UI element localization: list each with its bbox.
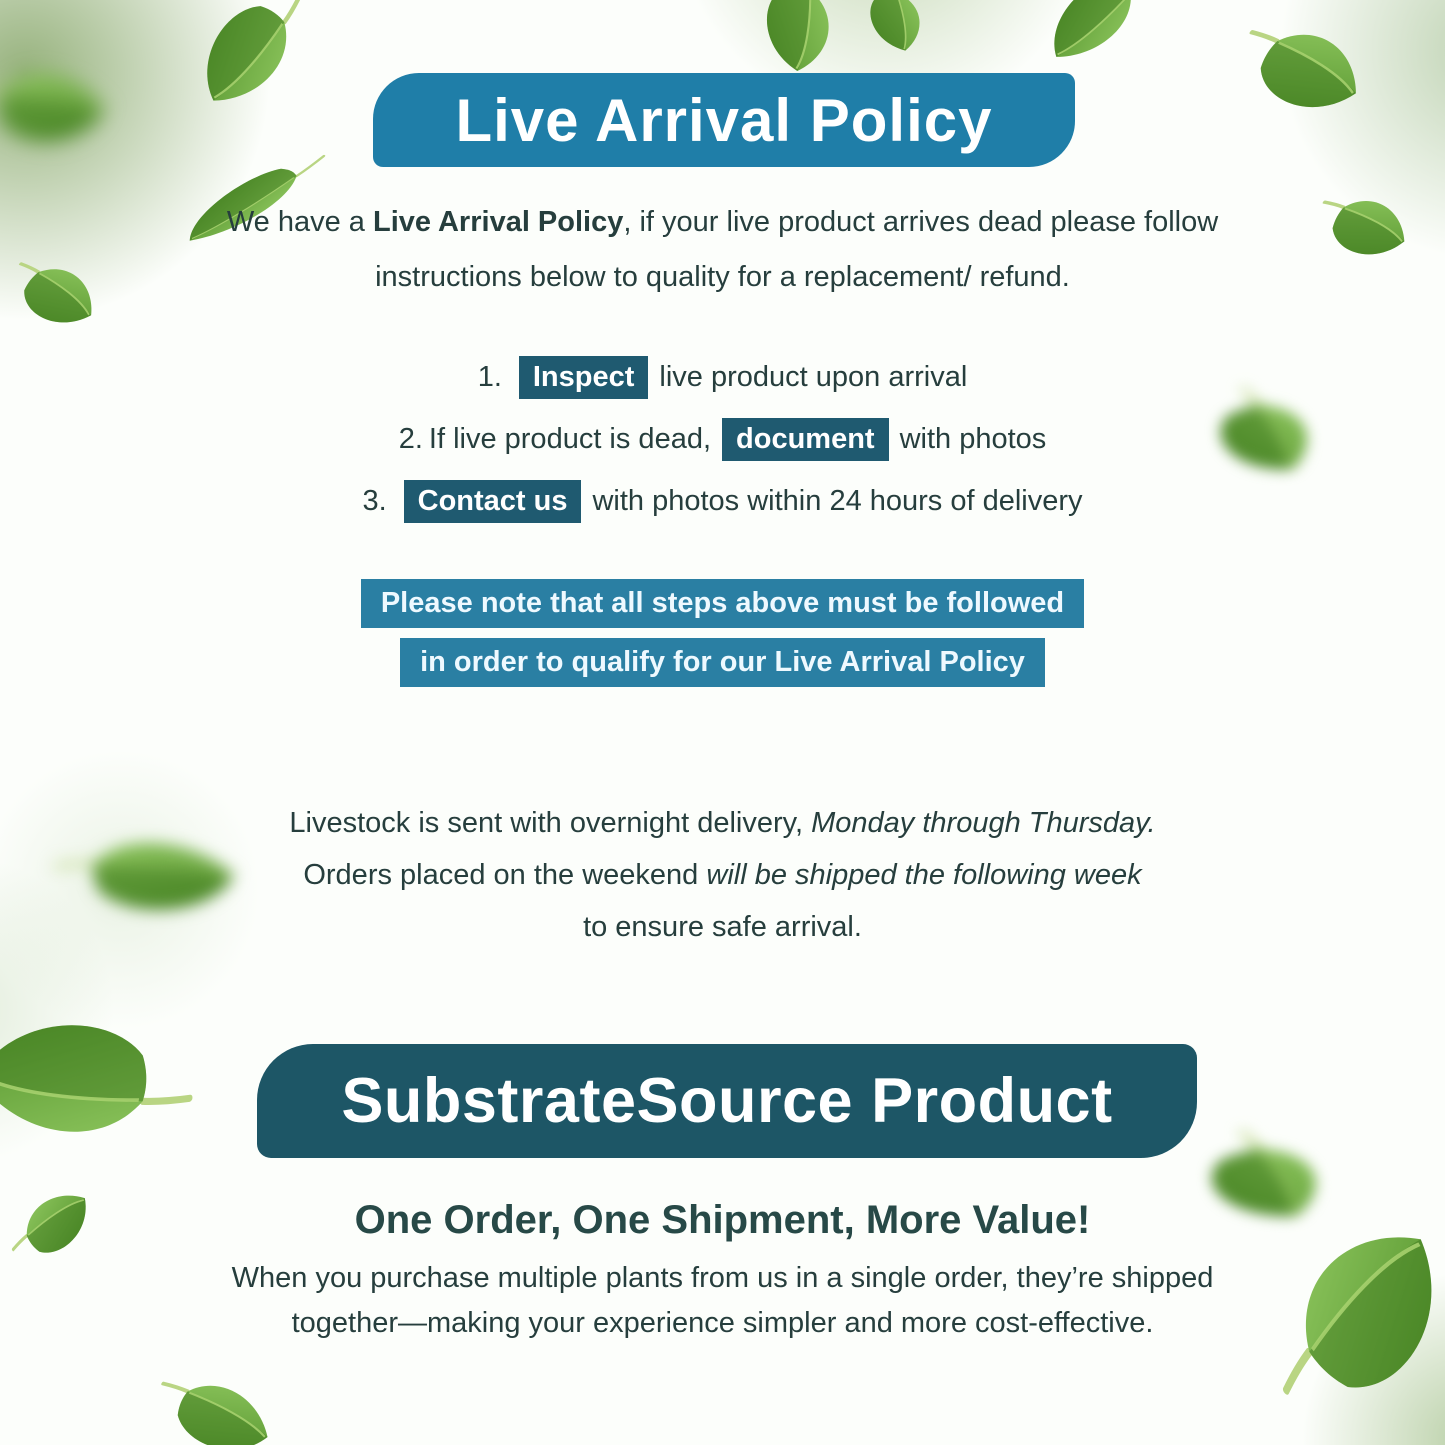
live-arrival-policy-banner (373, 73, 1075, 167)
step-text-post: with photos (899, 422, 1047, 455)
substrate-body-paragraph (0, 1256, 1445, 1346)
live-arrival-policy-title: Live Arrival Policy (455, 86, 993, 154)
step-highlight: Contact us (404, 480, 582, 523)
substrate-body-line-1: When you purchase multiple plants from us in a single order, they’re shipped (231, 1262, 1214, 1294)
step-highlight: Inspect (519, 356, 649, 399)
shipping-line-3: to ensure safe arrival. (583, 911, 862, 943)
step-text-pre: If live product is dead, (428, 422, 712, 455)
step-item-3 (0, 470, 1445, 532)
intro-line-1: We have a Live Arrival Policy, if your live product arrives dead please follow (226, 206, 1219, 238)
step-text-post: live product upon arrival (659, 360, 968, 393)
step-text-post: with photos within 24 hours of delivery (592, 484, 1083, 517)
step-number: 1. (477, 360, 502, 393)
shipping-paragraph (0, 797, 1445, 953)
shipping-line-1: Livestock is sent with overnight delivery, Monday through Thursday. (289, 807, 1156, 839)
step-number: 3. (362, 484, 387, 517)
steps-list (0, 346, 1445, 532)
notice-line-2: in order to qualify for our Live Arrival Policy (400, 638, 1045, 687)
step-highlight: document (722, 418, 889, 461)
policy-notice (0, 579, 1445, 687)
substrate-source-title: SubstrateSource Product (341, 1066, 1113, 1136)
step-item-2 (0, 408, 1445, 470)
substrate-body-line-2: together—making your experience simpler and more cost-effective. (291, 1307, 1154, 1339)
substrate-heading: One Order, One Shipment, More Value! (354, 1198, 1091, 1242)
intro-line-2: instructions below to quality for a replacement/ refund. (375, 261, 1070, 293)
step-number: 2. (398, 422, 423, 455)
notice-line-1: Please note that all steps above must be followed (361, 579, 1084, 628)
substrate-source-banner (257, 1044, 1197, 1158)
intro-paragraph (0, 195, 1445, 305)
step-item-1 (0, 346, 1445, 408)
shipping-line-2: Orders placed on the weekend will be shipped the following week (303, 859, 1142, 891)
